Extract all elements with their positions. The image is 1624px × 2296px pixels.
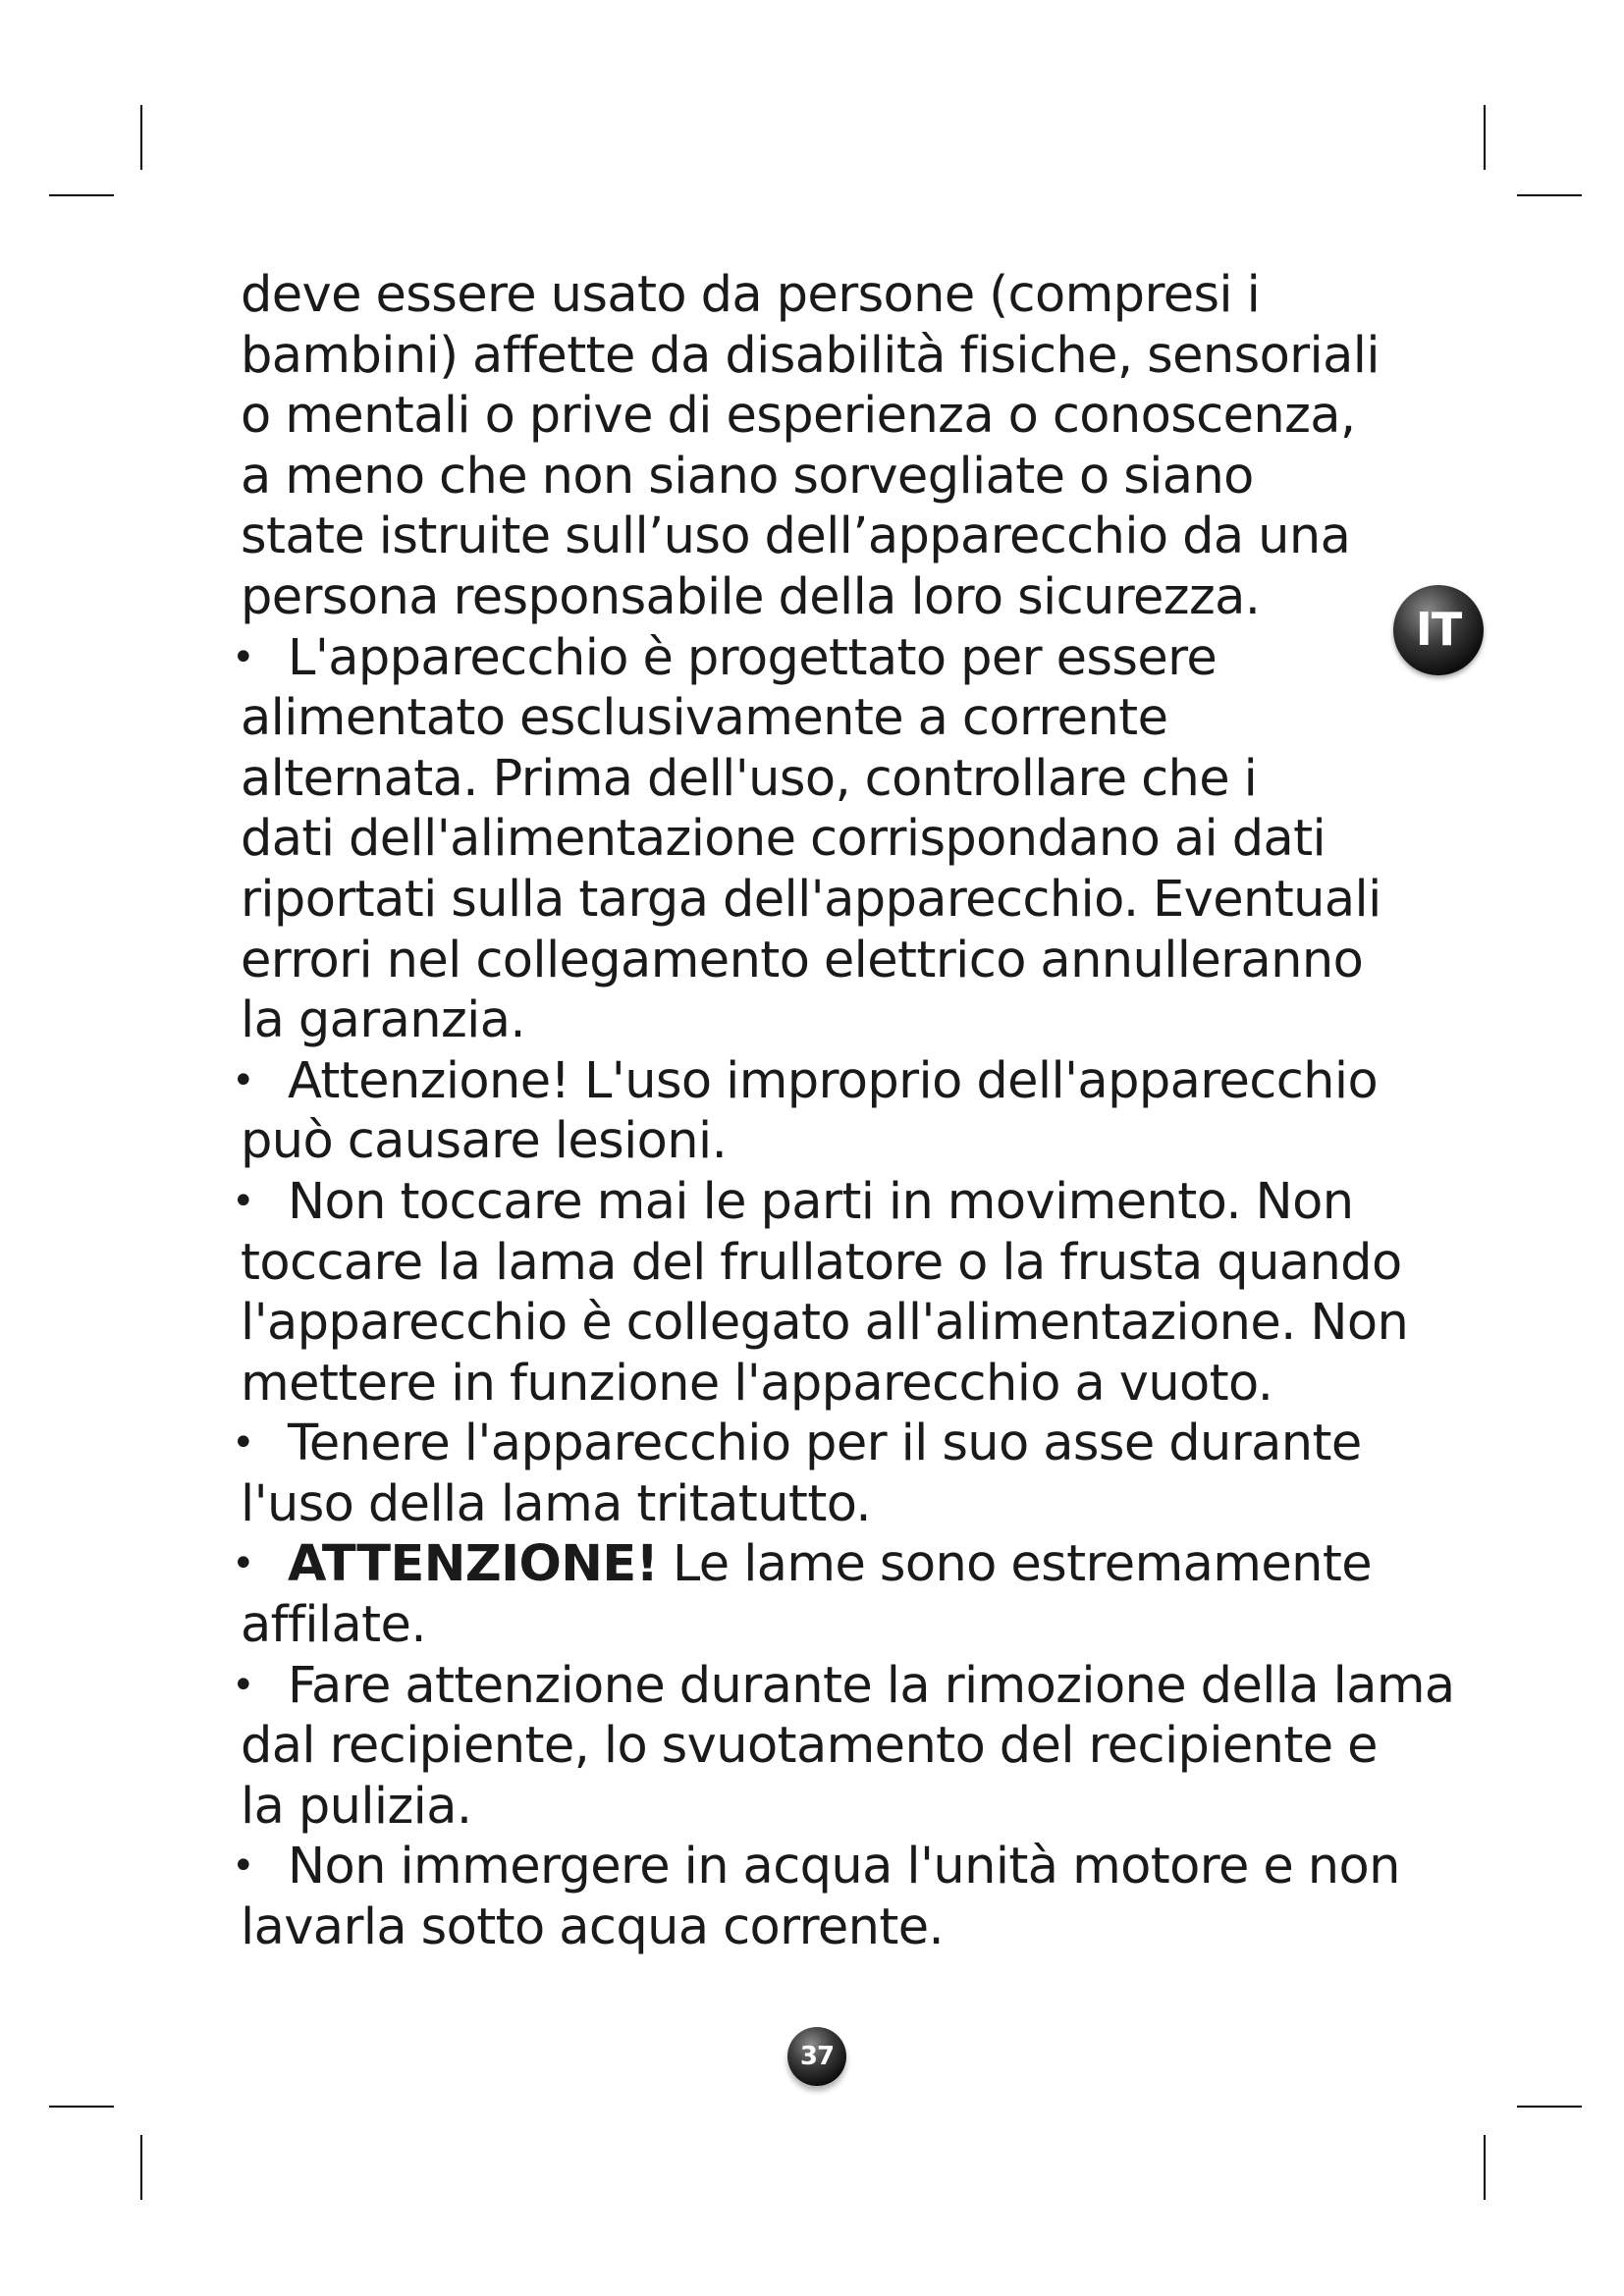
crop-mark-bottom-right-vertical xyxy=(1484,2135,1486,2200)
bullet-item xyxy=(232,1534,1468,1595)
page-number: 37 xyxy=(799,2042,835,2071)
intro-line: persona responsabile della loro sicurezza. xyxy=(241,567,1261,626)
bullet-item xyxy=(232,1051,1468,1112)
bullet-continuation-line: lavarla sotto acqua corrente. xyxy=(241,1898,945,1957)
bullet-continuation-line: riportati sulla targa dell'apparecchio. Eventuali xyxy=(241,870,1381,929)
bullet-continuation-line: errori nel collegamento elettrico annulleranno xyxy=(241,931,1364,989)
crop-mark-top-right-vertical xyxy=(1484,105,1486,170)
bullet-icon: • xyxy=(232,1178,254,1224)
bullet-continuation-line: l'uso della lama tritatutto. xyxy=(241,1474,872,1533)
crop-mark-bottom-left-horizontal xyxy=(49,2106,114,2108)
safety-instructions-text xyxy=(232,265,1468,1958)
crop-mark-top-left-vertical xyxy=(140,105,142,170)
bullet-icon: • xyxy=(232,1541,254,1587)
crop-mark-bottom-left-vertical xyxy=(140,2135,142,2200)
crop-mark-bottom-right-horizontal xyxy=(1517,2106,1582,2108)
bullet-item xyxy=(232,1414,1468,1474)
bullet-continuation-line: dal recipiente, lo svuotamento del recipiente e xyxy=(241,1717,1378,1776)
bullet-item xyxy=(232,1172,1468,1233)
bullet-lead-text: Attenzione! L'uso improprio dell'apparecchio xyxy=(288,1051,1379,1110)
intro-line: deve essere usato da persone (compresi i xyxy=(241,266,1261,324)
crop-mark-top-right-horizontal xyxy=(1517,194,1582,196)
crop-mark-top-left-horizontal xyxy=(49,194,114,196)
page-number-badge xyxy=(787,2027,846,2086)
bullet-item xyxy=(232,628,1468,689)
bullet-lead-text: Non toccare mai le parti in movimento. Non xyxy=(288,1172,1354,1231)
bullet-continuation-line: dati dell'alimentazione corrispondano ai dati xyxy=(241,810,1326,869)
bullet-item xyxy=(232,1837,1468,1897)
language-badge-label: IT xyxy=(1415,603,1462,656)
bullet-icon: • xyxy=(232,1843,254,1890)
bullet-item xyxy=(232,1656,1468,1717)
bullet-icon: • xyxy=(232,1420,254,1467)
bullet-icon: • xyxy=(232,634,254,680)
intro-line: bambini) affette da disabilità fisiche, sensoriali xyxy=(241,326,1380,385)
bullet-continuation-line: la garanzia. xyxy=(241,991,526,1050)
intro-line: state istruite sull’uso dell’apparecchio da una xyxy=(241,507,1351,566)
bullet-continuation-line: può causare lesioni. xyxy=(241,1112,728,1171)
bullet-lead-text: L'apparecchio è progettato per essere xyxy=(288,628,1218,687)
bullet-icon: • xyxy=(232,1662,254,1708)
bullet-continuation-line: affilate. xyxy=(241,1596,426,1655)
bullet-continuation-line: alimentato esclusivamente a corrente xyxy=(241,689,1168,748)
bullet-continuation-line: mettere in funzione l'apparecchio a vuoto. xyxy=(241,1354,1273,1413)
intro-line: o mentali o prive di esperienza o conoscenza, xyxy=(241,387,1356,446)
bullet-continuation-line: la pulizia. xyxy=(241,1777,472,1836)
bullet-lead-text: Tenere l'apparecchio per il suo asse durante xyxy=(288,1415,1362,1473)
bullet-lead-text: Le lame sono estremamente xyxy=(658,1535,1373,1594)
bullet-icon: • xyxy=(232,1057,254,1103)
bullet-lead-text: Fare attenzione durante la rimozione della lama xyxy=(288,1656,1455,1715)
warning-label: ATTENZIONE! xyxy=(288,1535,659,1594)
intro-line: a meno che non siano sorvegliate o siano xyxy=(241,447,1254,506)
bullet-continuation-line: alternata. Prima dell'uso, controllare che i xyxy=(241,749,1258,808)
bullet-lead-text: Non immergere in acqua l'unità motore e non xyxy=(288,1838,1400,1896)
bullet-continuation-line: toccare la lama del frullatore o la frusta quando xyxy=(241,1233,1402,1292)
bullet-continuation-line: l'apparecchio è collegato all'alimentazione. Non xyxy=(241,1294,1409,1353)
